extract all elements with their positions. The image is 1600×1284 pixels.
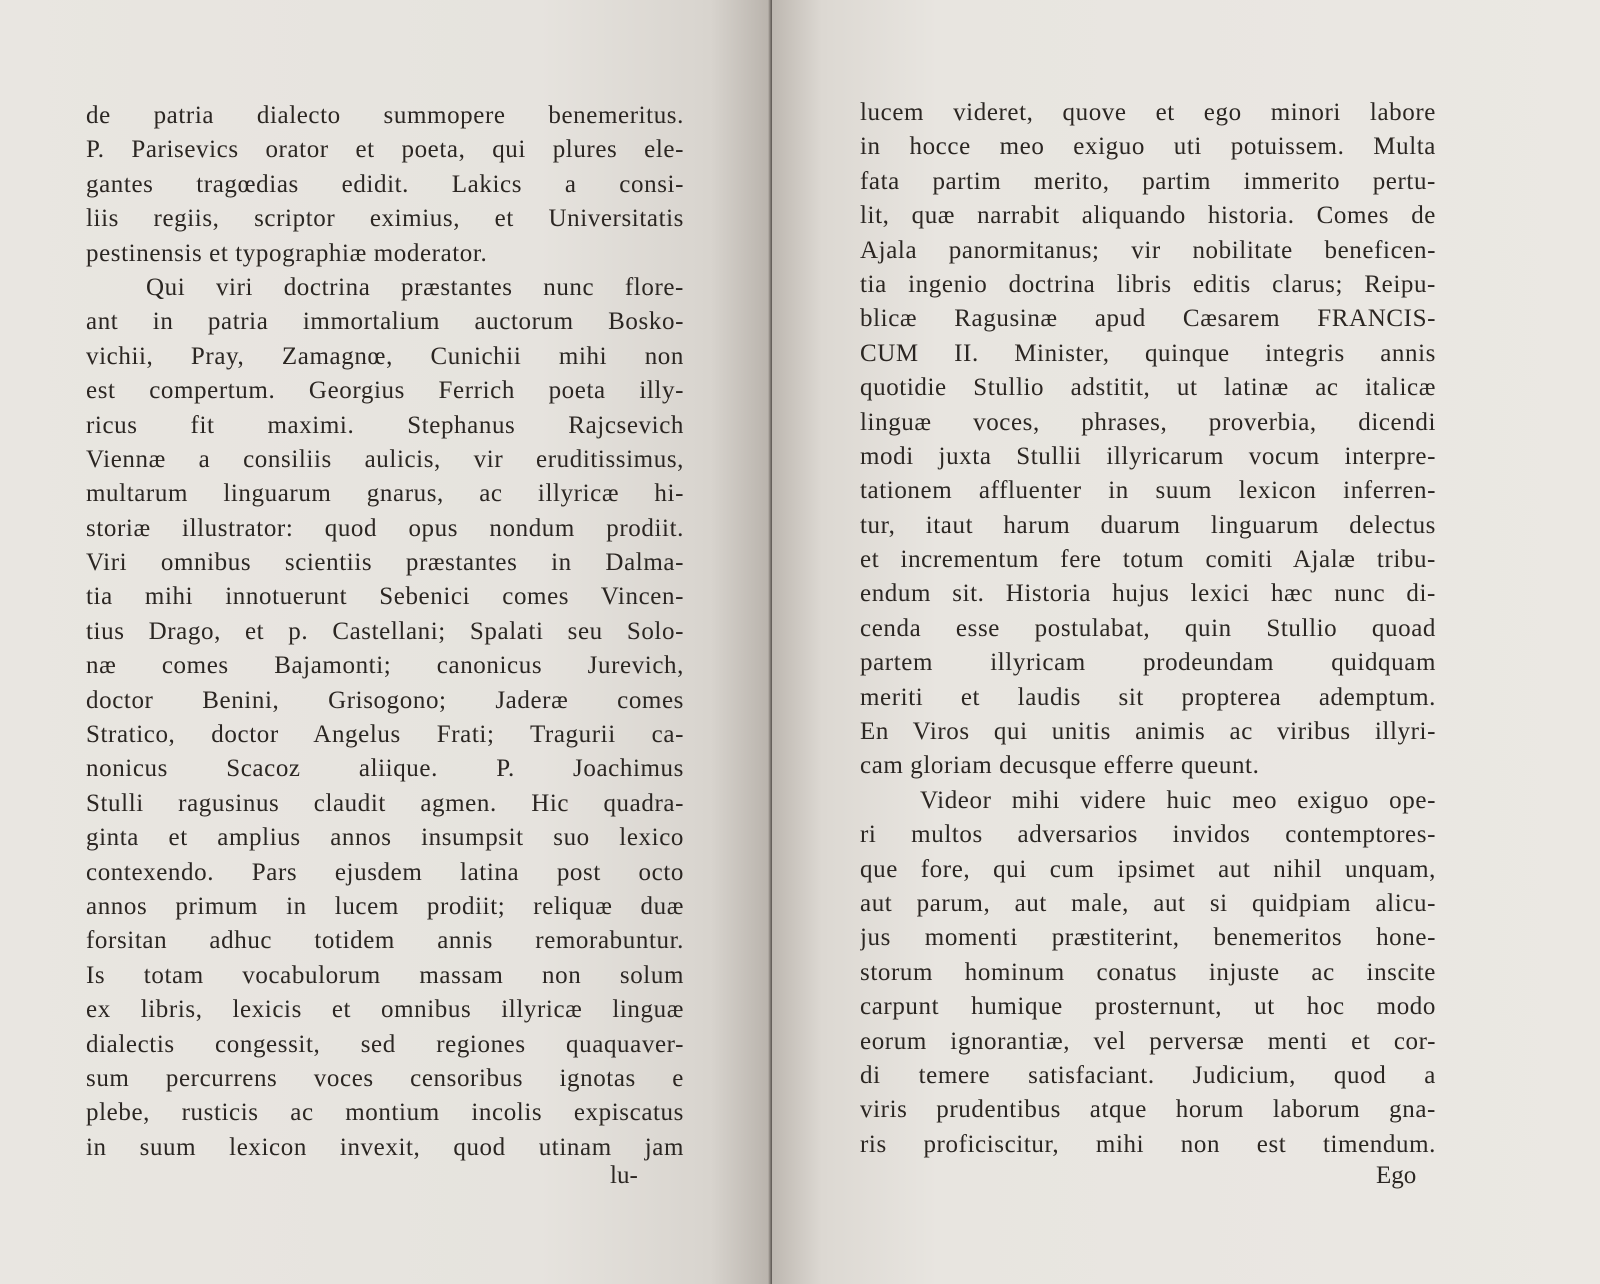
- text-line: lucem videret, quove et ego minori labore: [860, 99, 1436, 126]
- text-line: sum percurrens voces censoribus ignotas e: [86, 1064, 684, 1092]
- text-line: linguæ voces, phrases, proverbia, dicendi: [860, 408, 1436, 436]
- text-line: cam gloriam decusque efferre queunt.: [860, 752, 1260, 780]
- text-line: Videor mihi videre huic meo exiguo ope-: [920, 786, 1436, 814]
- text-line: storum hominum conatus injuste ac inscite: [860, 958, 1436, 986]
- text-line: blicæ Ragusinæ apud Cæsarem FRANCIS-: [860, 305, 1436, 333]
- text-line: ant in patria immortalium auctorum Bosko-: [86, 308, 684, 336]
- text-line: tur, itaut harum duarum linguarum delectus: [860, 511, 1436, 539]
- text-line: est compertum. Georgius Ferrich poeta illy-: [86, 377, 684, 405]
- text-line: tia mihi innotuerunt Sebenici comes Vincen-: [86, 583, 684, 611]
- text-line: modi juxta Stullii illyricarum vocum interpre-: [860, 442, 1436, 470]
- text-line: liis regiis, scriptor eximius, et Universitatis: [86, 205, 684, 233]
- text-line: ris proficiscitur, mihi non est timendum.: [860, 1130, 1436, 1158]
- text-line: plebe, rusticis ac montium incolis expiscatus: [86, 1099, 684, 1127]
- text-line: næ comes Bajamonti; canonicus Jurevich,: [86, 652, 684, 680]
- text-line: meriti et laudis sit propterea ademptum.: [860, 683, 1436, 711]
- text-line: eorum ignorantiæ, vel perversæ menti et cor-: [860, 1027, 1436, 1055]
- text-line: Qui viri doctrina præstantes nunc flore-: [146, 273, 684, 301]
- text-line: Stratico, doctor Angelus Frati; Tragurii ca-: [86, 721, 684, 749]
- left-catchword: lu-: [610, 1162, 638, 1189]
- text-line: CUM II. Minister, quinque integris annis: [860, 339, 1436, 367]
- text-line: vichii, Pray, Zamagnœ, Cunichii mihi non: [86, 342, 684, 370]
- text-line: Viennæ a consiliis aulicis, vir eruditissimus,: [86, 445, 684, 473]
- text-line: ginta et amplius annos insumpsit suo lexico: [86, 824, 684, 852]
- right-page: [772, 0, 1600, 1284]
- text-line: ricus fit maximi. Stephanus Rajcsevich: [86, 411, 684, 439]
- text-line: annos primum in lucem prodiit; reliquæ duæ: [86, 892, 684, 920]
- text-line: que fore, qui cum ipsimet aut nihil unquam,: [860, 855, 1436, 883]
- text-line: viris prudentibus atque horum laborum gna-: [860, 1096, 1436, 1124]
- text-line: in hocce meo exiguo uti potuissem. Multa: [860, 133, 1436, 161]
- text-line: En Viros qui unitis animis ac viribus illyri-: [860, 718, 1436, 746]
- text-line: nonicus Scacoz aliique. P. Joachimus: [86, 755, 684, 783]
- text-line: et incrementum fere totum comiti Ajalæ tribu-: [860, 546, 1436, 574]
- text-line: forsitan adhuc totidem annis remorabuntur.: [86, 927, 684, 955]
- text-line: Viri omnibus scientiis præstantes in Dalma-: [86, 549, 684, 577]
- text-line: di temere satisfaciant. Judicium, quod a: [860, 1061, 1436, 1089]
- text-line: pestinensis et typographiæ moderator.: [86, 239, 488, 267]
- text-line: endum sit. Historia hujus lexici hæc nunc di-: [860, 580, 1436, 608]
- text-line: multarum linguarum gnarus, ac illyricæ hi-: [86, 480, 684, 508]
- text-line: aut parum, aut male, aut si quidpiam alicu-: [860, 889, 1436, 917]
- text-line: jus momenti præstiterint, benemeritos hone-: [860, 924, 1436, 952]
- text-line: de patria dialecto summopere benemeritus.: [86, 102, 684, 129]
- text-line: ri multos adversarios invidos contemptores-: [860, 821, 1436, 849]
- text-line: doctor Benini, Grisogono; Jaderæ comes: [86, 686, 684, 714]
- text-line: storiæ illustrator: quod opus nondum prodiit.: [86, 514, 684, 542]
- text-line: in suum lexicon invexit, quod utinam jam: [86, 1133, 684, 1161]
- right-catchword: Ego: [1376, 1162, 1417, 1189]
- text-line: tia ingenio doctrina libris editis clarus; Reipu-: [860, 270, 1436, 298]
- text-line: quotidie Stullio adstitit, ut latinæ ac italicæ: [860, 374, 1436, 402]
- text-line: Stulli ragusinus claudit agmen. Hic quadra-: [86, 789, 684, 817]
- left-page-text: [86, 99, 684, 1165]
- text-line: ex libris, lexicis et omnibus illyricæ linguæ: [86, 996, 684, 1024]
- text-line: lit, quæ narrabit aliquando historia. Comes de: [860, 202, 1436, 230]
- text-line: gantes tragœdias edidit. Lakics a consi-: [86, 170, 684, 198]
- text-line: tationem affluenter in suum lexicon inferren-: [860, 477, 1436, 505]
- text-line: carpunt humique prosternunt, ut hoc modo: [860, 993, 1436, 1021]
- text-line: cenda esse postulabat, quin Stullio quoad: [860, 614, 1436, 642]
- text-line: Ajala panormitanus; vir nobilitate beneficen-: [860, 236, 1436, 264]
- text-line: contexendo. Pars ejusdem latina post octo: [86, 858, 684, 886]
- text-line: P. Parisevics orator et poeta, qui plures ele-: [86, 136, 684, 164]
- text-line: dialectis congessit, sed regiones quaquaver-: [86, 1030, 684, 1058]
- right-page-text: [860, 96, 1436, 1162]
- text-line: partem illyricam prodeundam quidquam: [860, 649, 1436, 677]
- text-line: fata partim merito, partim immerito pertu-: [860, 167, 1436, 195]
- left-page: [0, 0, 772, 1284]
- text-line: tius Drago, et p. Castellani; Spalati seu Solo-: [86, 617, 684, 645]
- text-line: Is totam vocabulorum massam non solum: [86, 961, 684, 989]
